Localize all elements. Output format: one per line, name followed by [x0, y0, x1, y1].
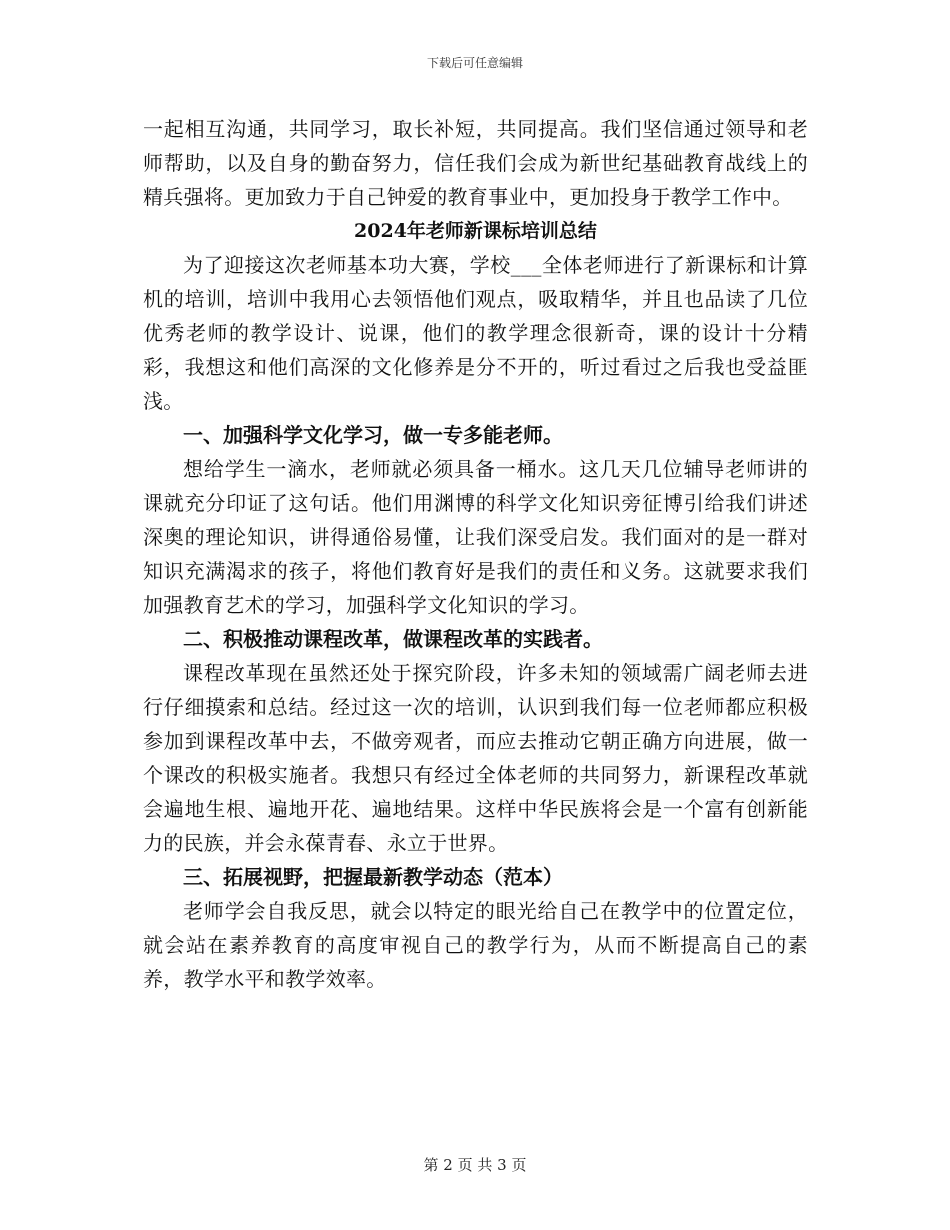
paragraph: 想给学生一滴水，老师就必须具备一桶水。这几天几位辅导老师讲的课就充分印证了这句话。他们用渊博的科学文化知识旁征博引给我们讲述深奥的理论知识，讲得通俗易懂，让我们深受启发。我们面对的是一群对知识充满渴求的孩子，将他们教育好是我们的责任和义务。这就要求我们加强教育艺术的学习，加强科学文化知识的学习。: [143, 457, 808, 617]
section-title: 2024年老师新课标培训总结: [354, 220, 597, 242]
page-footer: 第 2 页 共 3 页: [423, 1156, 527, 1174]
section-heading: 一、加强科学文化学习，做一专多能老师。: [183, 423, 563, 447]
paragraph: 老师学会自我反思，就会以特定的眼光给自己在教学中的位置定位，就会站在素养教育的高度审视自己的教学行为，从而不断提高自己的素养，教学水平和教学效率。: [143, 899, 808, 991]
section-heading: 二、积极推动课程改革，做课程改革的实践者。: [183, 627, 603, 651]
paragraph: 课程改革现在虽然还处于探究阶段，许多未知的领域需广阔老师去进行仔细摸索和总结。经过这一次的培训，认识到我们每一位老师都应积极参加到课程改革中去，不做旁观者，而应去推动它朝正确方向进展，做一个课改的积极实施者。我想只有经过全体老师的共同努力，新课程改革就会遍地生根、遍地开花、遍地结果。这样中华民族将会是一个富有创新能力的民族，并会永葆青春、永立于世界。: [143, 661, 808, 855]
paragraph: 一起相互沟通，共同学习，取长补短，共同提高。我们坚信通过领导和老师帮助，以及自身的勤奋努力，信任我们会成为新世纪基础教育战线上的精兵强将。更加致力于自己钟爱的教育事业中，更加投身于教学工作中。: [143, 117, 808, 209]
paragraph: 为了迎接这次老师基本功大赛，学校___全体老师进行了新课标和计算机的培训，培训中我用心去领悟他们观点，吸取精华，并且也品读了几位优秀老师的教学设计、说课，他们的教学理念很新奇，课的设计十分精彩，我想这和他们高深的文化修养是分不开的，听过看过之后我也受益匪浅。: [143, 253, 808, 413]
section-heading: 三、拓展视野，把握最新教学动态（范本）: [183, 865, 563, 889]
document-body: [143, 112, 808, 996]
page-header: 下载后可任意编辑: [426, 56, 523, 70]
